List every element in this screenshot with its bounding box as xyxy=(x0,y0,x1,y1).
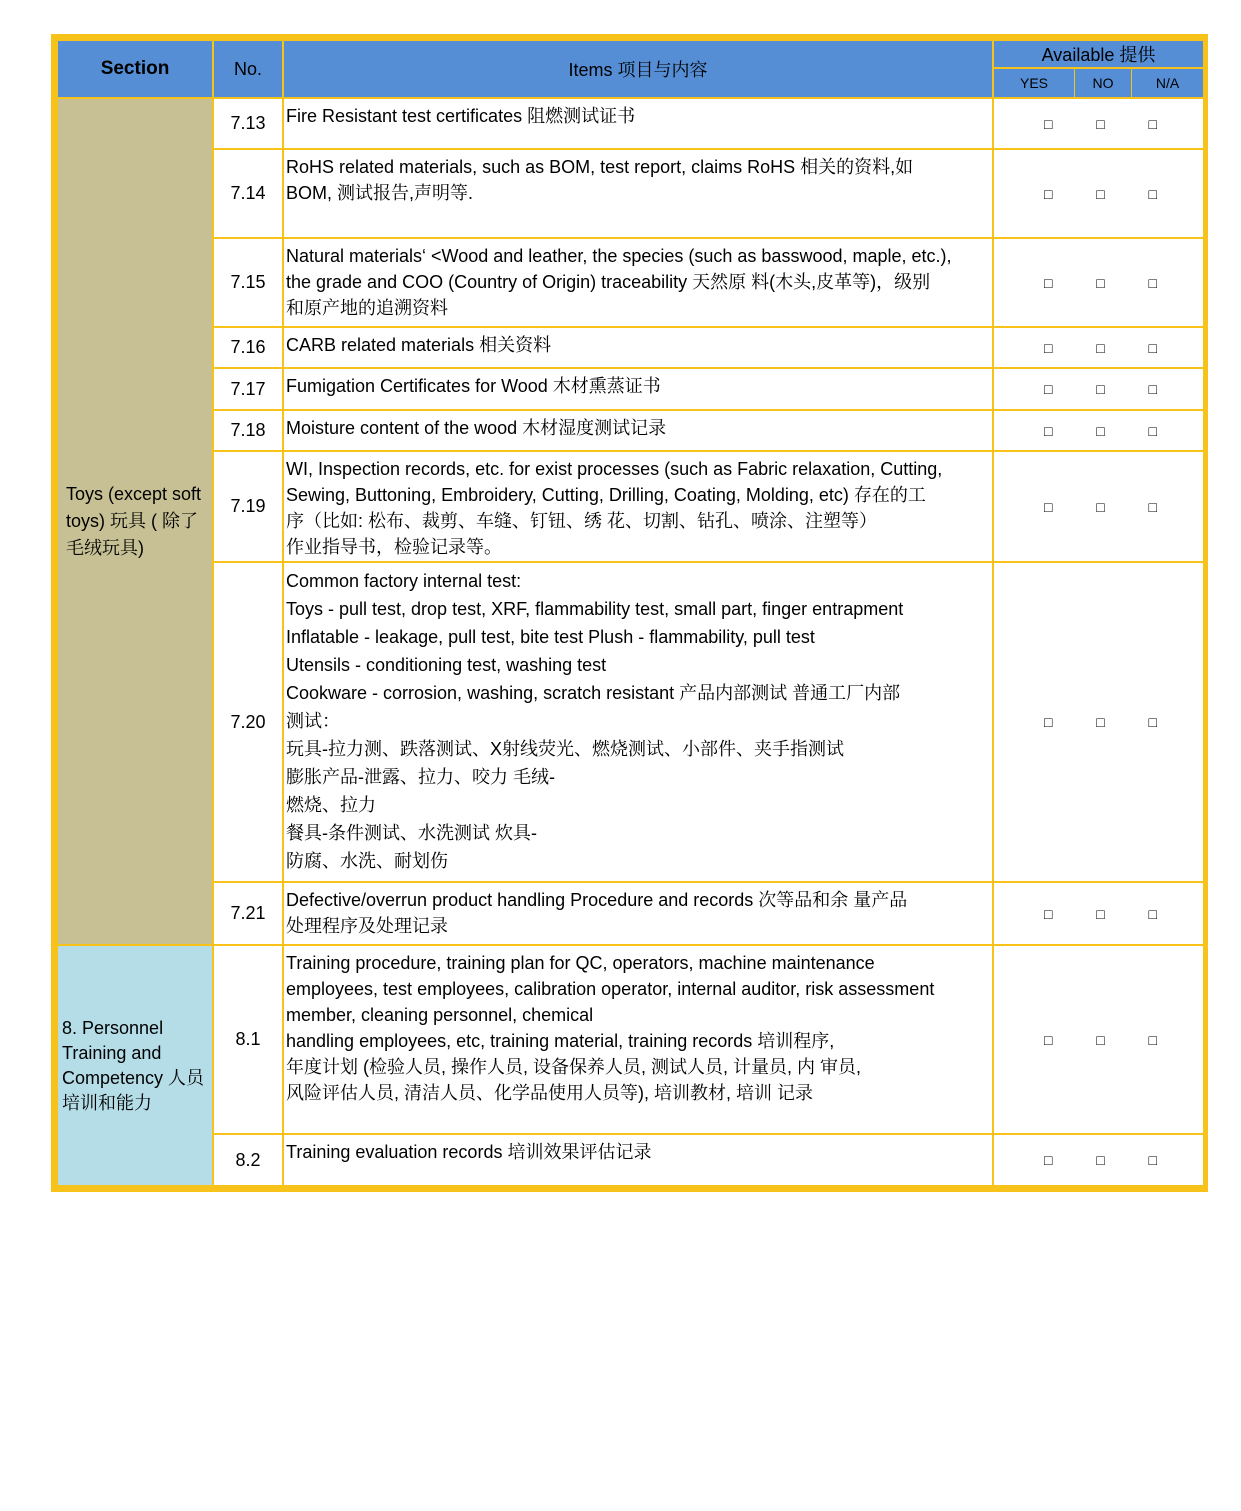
item-line: 年度计划 (检验人员, 操作人员, 设备保养人员, 测试人员, 计量员, 内 审员, xyxy=(286,1057,862,1077)
checkbox-na[interactable]: □ xyxy=(1148,422,1157,439)
checkbox-no[interactable]: □ xyxy=(1096,115,1105,132)
table-row xyxy=(57,882,1204,945)
checkbox-yes[interactable]: □ xyxy=(1044,1152,1053,1168)
checkbox-na[interactable]: □ xyxy=(1148,1152,1157,1168)
section-personnel: 8. Personnel Training and Competency 人员培训和能力 xyxy=(57,945,213,1186)
checklist-page xyxy=(51,34,1208,1192)
item-line: 玩具-拉力测、跌落测试、X射线荧光、燃烧测试、小部件、夹手指测试 xyxy=(286,739,844,759)
item-description xyxy=(283,327,993,368)
checkbox-na[interactable]: □ xyxy=(1148,381,1157,397)
checkbox-no[interactable]: □ xyxy=(1096,422,1105,439)
checkbox-yes[interactable]: □ xyxy=(1044,339,1053,356)
section-toys: Toys (except soft toys) 玩具 ( 除了毛绒玩具) xyxy=(57,98,213,945)
table-row xyxy=(57,238,1204,327)
table-row xyxy=(57,945,1204,1134)
header-available: Available 提供 xyxy=(993,40,1204,68)
checkbox-no[interactable]: □ xyxy=(1096,274,1105,291)
header-yes: YES xyxy=(994,69,1075,97)
item-description xyxy=(283,98,993,149)
item-description xyxy=(283,562,993,882)
item-line: Inflatable - leakage, pull test, bite test Plush - flammability, pull test xyxy=(286,627,815,647)
item-number: 7.16 xyxy=(213,327,283,368)
availability-checkboxes xyxy=(993,149,1204,238)
checkbox-yes[interactable]: □ xyxy=(1044,1031,1053,1048)
header-no-option: NO xyxy=(1075,69,1132,97)
item-description xyxy=(283,238,993,327)
item-line: 序（比如: 松布、裁剪、车缝、钉钮、绣 花、切割、钻孔、喷涂、注塑等） xyxy=(286,511,877,531)
item-line: Fumigation Certificates for Wood 木材熏蒸证书 xyxy=(286,376,661,396)
availability-checkboxes xyxy=(993,562,1204,882)
item-description xyxy=(283,945,993,1134)
item-line: employees, test employees, calibration operator, internal auditor, risk assessment xyxy=(286,979,935,999)
item-line: RoHS related materials, such as BOM, test report, claims RoHS 相关的资料,如 xyxy=(286,157,914,177)
availability-checkboxes xyxy=(993,238,1204,327)
item-line: Utensils - conditioning test, washing test xyxy=(286,655,607,675)
item-line: Training evaluation records 培训效果评估记录 xyxy=(286,1142,652,1162)
availability-checkboxes xyxy=(993,882,1204,945)
checkbox-yes[interactable]: □ xyxy=(1044,381,1053,397)
item-number: 7.17 xyxy=(213,368,283,410)
item-line: 和原产地的追溯资料 xyxy=(286,298,448,318)
availability-checkboxes xyxy=(993,451,1204,562)
item-number: 7.20 xyxy=(213,562,283,882)
item-line: the grade and COO (Country of Origin) traceability 天然原 料(木头,皮革等)，级别 xyxy=(286,272,931,292)
checkbox-no[interactable]: □ xyxy=(1096,1031,1105,1048)
item-line: 测试： xyxy=(286,711,340,731)
checkbox-na[interactable]: □ xyxy=(1148,1031,1157,1048)
availability-checkboxes xyxy=(993,98,1204,149)
item-description xyxy=(283,410,993,451)
item-description xyxy=(283,368,993,410)
item-line: 作业指导书，检验记录等。 xyxy=(286,537,502,557)
checkbox-yes[interactable]: □ xyxy=(1044,422,1053,439)
item-line: CARB related materials 相关资料 xyxy=(286,335,552,355)
item-line: Toys - pull test, drop test, XRF, flammability test, small part, finger entrapment xyxy=(286,599,904,619)
availability-checkboxes xyxy=(993,327,1204,368)
header-options xyxy=(993,68,1204,98)
item-line: 防腐、水洗、耐划伤 xyxy=(286,851,448,871)
table-row xyxy=(57,410,1204,451)
checkbox-no[interactable]: □ xyxy=(1096,381,1105,397)
table-row xyxy=(57,368,1204,410)
item-line: Training procedure, training plan for QC, operators, machine maintenance xyxy=(286,953,875,973)
checkbox-yes[interactable]: □ xyxy=(1044,185,1053,202)
checkbox-na[interactable]: □ xyxy=(1148,339,1157,356)
item-description xyxy=(283,882,993,945)
item-line: 风险评估人员, 清洁人员、化学品使用人员等), 培训教材, 培训 记录 xyxy=(286,1083,813,1103)
checklist-table xyxy=(56,39,1205,1187)
item-line: member, cleaning personnel, chemical xyxy=(286,1005,594,1025)
availability-checkboxes xyxy=(993,945,1204,1134)
header-na: N/A xyxy=(1155,75,1180,91)
table-row xyxy=(57,562,1204,882)
checkbox-na[interactable]: □ xyxy=(1148,714,1157,730)
item-line: 处理程序及处理记录 xyxy=(286,916,448,936)
header-section: Section xyxy=(57,40,213,98)
item-line: Sewing, Buttoning, Embroidery, Cutting, Drilling, Coating, Molding, etc) 存在的工 xyxy=(286,485,926,505)
table-row xyxy=(57,149,1204,238)
item-description xyxy=(283,149,993,238)
checkbox-na[interactable]: □ xyxy=(1148,905,1157,922)
checkbox-na[interactable]: □ xyxy=(1148,498,1157,515)
item-line: Natural materials‘ <Wood and leather, the species (such as basswood, maple, etc.), xyxy=(286,246,952,266)
checkbox-no[interactable]: □ xyxy=(1096,185,1105,202)
item-line: handling employees, etc, training material, training records 培训程序, xyxy=(286,1031,835,1051)
table-row xyxy=(57,451,1204,562)
checkbox-na[interactable]: □ xyxy=(1148,185,1157,202)
checkbox-no[interactable]: □ xyxy=(1096,498,1105,515)
header-items: Items 项目与内容 xyxy=(283,40,993,98)
item-line: Cookware - corrosion, washing, scratch resistant 产品内部测试 普通工厂内部 xyxy=(286,683,901,703)
item-line: Fire Resistant test certificates 阻燃测试证书 xyxy=(286,106,636,126)
table-row xyxy=(57,1134,1204,1186)
item-line: Moisture content of the wood 木材湿度测试记录 xyxy=(286,418,667,438)
header-no: No. xyxy=(213,40,283,98)
table-row xyxy=(57,327,1204,368)
checkbox-yes[interactable]: □ xyxy=(1044,115,1053,132)
checkbox-na[interactable]: □ xyxy=(1148,115,1157,132)
checkbox-no[interactable]: □ xyxy=(1096,714,1105,730)
item-description xyxy=(283,451,993,562)
checkbox-no[interactable]: □ xyxy=(1096,1152,1105,1168)
checkbox-yes[interactable]: □ xyxy=(1044,714,1053,730)
item-number: 7.18 xyxy=(213,410,283,451)
checkbox-yes[interactable]: □ xyxy=(1044,274,1053,291)
item-number: 7.19 xyxy=(213,451,283,562)
table-row xyxy=(57,98,1204,149)
item-line: 膨胀产品-泄露、拉力、咬力 毛绒- xyxy=(286,767,555,787)
checkbox-yes[interactable]: □ xyxy=(1044,498,1053,515)
item-number: 8.2 xyxy=(213,1134,283,1186)
item-line: 燃烧、拉力 xyxy=(286,795,376,815)
item-line: BOM, 测试报告,声明等. xyxy=(286,183,474,203)
availability-checkboxes xyxy=(993,368,1204,410)
item-line: Defective/overrun product handling Procedure and records 次等品和余 量产品 xyxy=(286,890,908,910)
item-number: 7.13 xyxy=(213,98,283,149)
item-number: 7.21 xyxy=(213,882,283,945)
checkbox-yes[interactable]: □ xyxy=(1044,905,1053,922)
item-number: 7.14 xyxy=(213,149,283,238)
item-number: 7.15 xyxy=(213,238,283,327)
checkbox-no[interactable]: □ xyxy=(1096,905,1105,922)
availability-checkboxes xyxy=(993,1134,1204,1186)
item-line: Common factory internal test: xyxy=(286,571,522,591)
item-line: 餐具-条件测试、水洗测试 炊具- xyxy=(286,823,537,843)
item-number: 8.1 xyxy=(213,945,283,1134)
item-description xyxy=(283,1134,993,1186)
item-line: WI, Inspection records, etc. for exist processes (such as Fabric relaxation, Cutting, xyxy=(286,459,943,479)
availability-checkboxes xyxy=(993,410,1204,451)
checkbox-na[interactable]: □ xyxy=(1148,274,1157,291)
checkbox-no[interactable]: □ xyxy=(1096,339,1105,356)
